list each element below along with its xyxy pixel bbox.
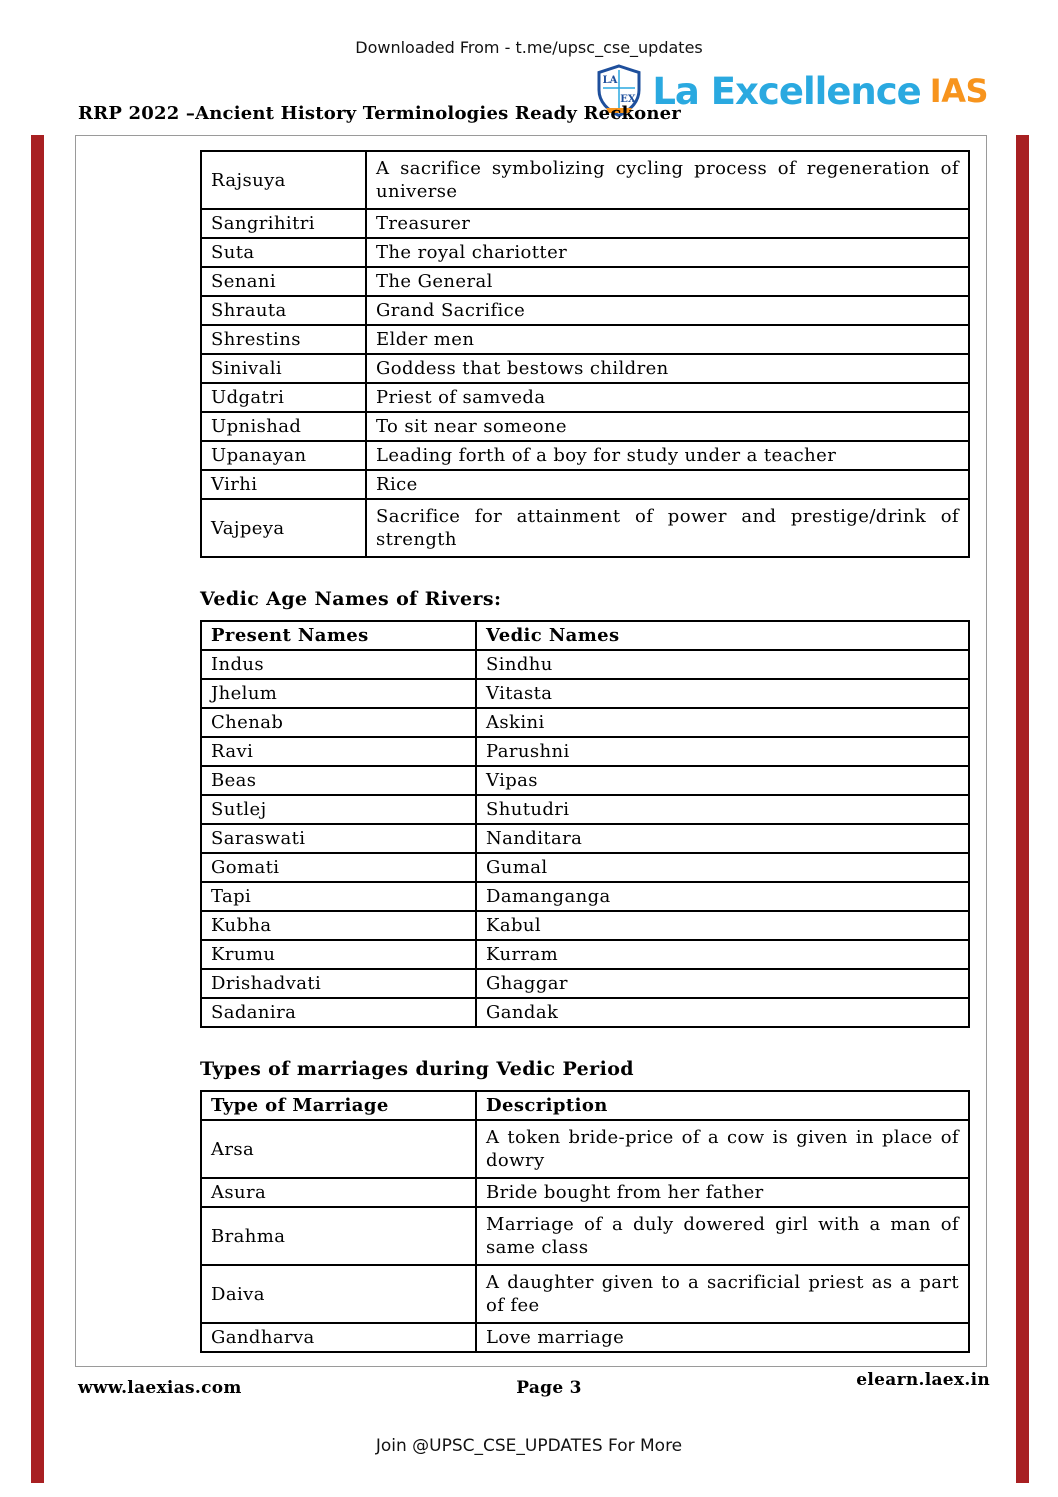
term-cell: Shrestins (201, 325, 366, 354)
table-row (201, 940, 969, 969)
marriage-description-cell: Bride bought from her father (476, 1178, 969, 1207)
vedic-name-cell: Askini (476, 708, 969, 737)
accent-bar-left (31, 135, 44, 1483)
present-name-cell: Ravi (201, 737, 476, 766)
table-row (201, 998, 969, 1027)
definition-cell: Elder men (366, 325, 969, 354)
rivers-heading: Vedic Age Names of Rivers: (200, 588, 502, 610)
table-header-row (201, 1091, 969, 1120)
rivers-table (200, 620, 970, 1028)
term-cell: Udgatri (201, 383, 366, 412)
shield-letters-bottom: EX (620, 94, 637, 105)
vedic-name-cell: Vipas (476, 766, 969, 795)
definition-cell: Leading forth of a boy for study under a teacher (366, 441, 969, 470)
marriage-description-cell: Marriage of a duly dowered girl with a man of same class (476, 1207, 969, 1265)
definition-cell: Priest of samveda (366, 383, 969, 412)
footer-elearn: elearn.laex.in (856, 1370, 990, 1390)
vedic-name-cell: Damanganga (476, 882, 969, 911)
present-name-cell: Kubha (201, 911, 476, 940)
term-cell: Shrauta (201, 296, 366, 325)
marriages-table (200, 1090, 970, 1353)
table-row (201, 1120, 969, 1178)
present-name-cell: Saraswati (201, 824, 476, 853)
column-header-present-names: Present Names (201, 621, 476, 650)
table-row (201, 795, 969, 824)
term-cell: Sangrihitri (201, 209, 366, 238)
table-row (201, 238, 969, 267)
table-row (201, 969, 969, 998)
present-name-cell: Beas (201, 766, 476, 795)
page-title: RRP 2022 –Ancient History Terminologies Ready Reckoner (78, 103, 681, 124)
shield-letters-top: LA (602, 75, 618, 86)
marriage-type-cell: Daiva (201, 1265, 476, 1323)
vedic-name-cell: Nanditara (476, 824, 969, 853)
marriage-description-cell: A token bride-price of a cow is given in place of dowry (476, 1120, 969, 1178)
table-row (201, 853, 969, 882)
definition-cell: Goddess that bestows children (366, 354, 969, 383)
table-row (201, 708, 969, 737)
table-row (201, 737, 969, 766)
table-row (201, 383, 969, 412)
table-row (201, 296, 969, 325)
term-cell: Suta (201, 238, 366, 267)
marriage-type-cell: Arsa (201, 1120, 476, 1178)
marriage-type-cell: Brahma (201, 1207, 476, 1265)
table-header-row (201, 621, 969, 650)
vedic-name-cell: Shutudri (476, 795, 969, 824)
brand-name-ias: IAS (929, 72, 988, 110)
column-header-marriage-type: Type of Marriage (201, 1091, 476, 1120)
terms-table (200, 150, 970, 558)
term-cell: Upnishad (201, 412, 366, 441)
present-name-cell: Chenab (201, 708, 476, 737)
top-note: Downloaded From - t.me/upsc_cse_updates (355, 38, 703, 57)
present-name-cell: Tapi (201, 882, 476, 911)
definition-cell: To sit near someone (366, 412, 969, 441)
marriage-type-cell: Gandharva (201, 1323, 476, 1352)
accent-bar-right (1016, 135, 1029, 1483)
vedic-name-cell: Gumal (476, 853, 969, 882)
table-row (201, 766, 969, 795)
table-row (201, 1207, 969, 1265)
definition-cell: Treasurer (366, 209, 969, 238)
vedic-name-cell: Ghaggar (476, 969, 969, 998)
table-row (201, 911, 969, 940)
vedic-name-cell: Kurram (476, 940, 969, 969)
vedic-name-cell: Vitasta (476, 679, 969, 708)
table-row (201, 882, 969, 911)
table-row (201, 412, 969, 441)
definition-cell: A sacrifice symbolizing cycling process of regeneration of universe (366, 151, 969, 209)
marriage-description-cell: Love marriage (476, 1323, 969, 1352)
table-row (201, 354, 969, 383)
page-content (200, 150, 970, 1353)
vedic-name-cell: Gandak (476, 998, 969, 1027)
marriages-heading: Types of marriages during Vedic Period (200, 1058, 634, 1080)
column-header-description: Description (476, 1091, 969, 1120)
present-name-cell: Sadanira (201, 998, 476, 1027)
table-row (201, 679, 969, 708)
table-row (201, 209, 969, 238)
marriage-description-cell: A daughter given to a sacrificial priest as a part of fee (476, 1265, 969, 1323)
term-cell: Vajpeya (201, 499, 366, 557)
present-name-cell: Krumu (201, 940, 476, 969)
present-name-cell: Sutlej (201, 795, 476, 824)
table-row (201, 650, 969, 679)
present-name-cell: Jhelum (201, 679, 476, 708)
table-row (201, 325, 969, 354)
definition-cell: The General (366, 267, 969, 296)
footer-website: www.laexias.com (78, 1378, 242, 1398)
vedic-name-cell: Sindhu (476, 650, 969, 679)
table-row (201, 151, 969, 209)
definition-cell: Sacrifice for attainment of power and prestige/drink of strength (366, 499, 969, 557)
table-row (201, 824, 969, 853)
footer-page-number: Page 3 (516, 1378, 582, 1398)
present-name-cell: Indus (201, 650, 476, 679)
term-cell: Rajsuya (201, 151, 366, 209)
table-row (201, 1265, 969, 1323)
definition-cell: Grand Sacrifice (366, 296, 969, 325)
term-cell: Upanayan (201, 441, 366, 470)
table-row (201, 1323, 969, 1352)
page-frame (75, 135, 987, 1367)
table-row (201, 470, 969, 499)
term-cell: Senani (201, 267, 366, 296)
table-row (201, 441, 969, 470)
vedic-name-cell: Parushni (476, 737, 969, 766)
table-row (201, 1178, 969, 1207)
marriage-type-cell: Asura (201, 1178, 476, 1207)
present-name-cell: Gomati (201, 853, 476, 882)
column-header-vedic-names: Vedic Names (476, 621, 969, 650)
footer (78, 1370, 990, 1398)
brand-name-la-excellence: La Excellence (652, 69, 921, 113)
term-cell: Virhi (201, 470, 366, 499)
table-row (201, 267, 969, 296)
table-row (201, 499, 969, 557)
present-name-cell: Drishadvati (201, 969, 476, 998)
bottom-note: Join @UPSC_CSE_UPDATES For More (375, 1436, 683, 1456)
vedic-name-cell: Kabul (476, 911, 969, 940)
term-cell: Sinivali (201, 354, 366, 383)
definition-cell: Rice (366, 470, 969, 499)
definition-cell: The royal chariotter (366, 238, 969, 267)
